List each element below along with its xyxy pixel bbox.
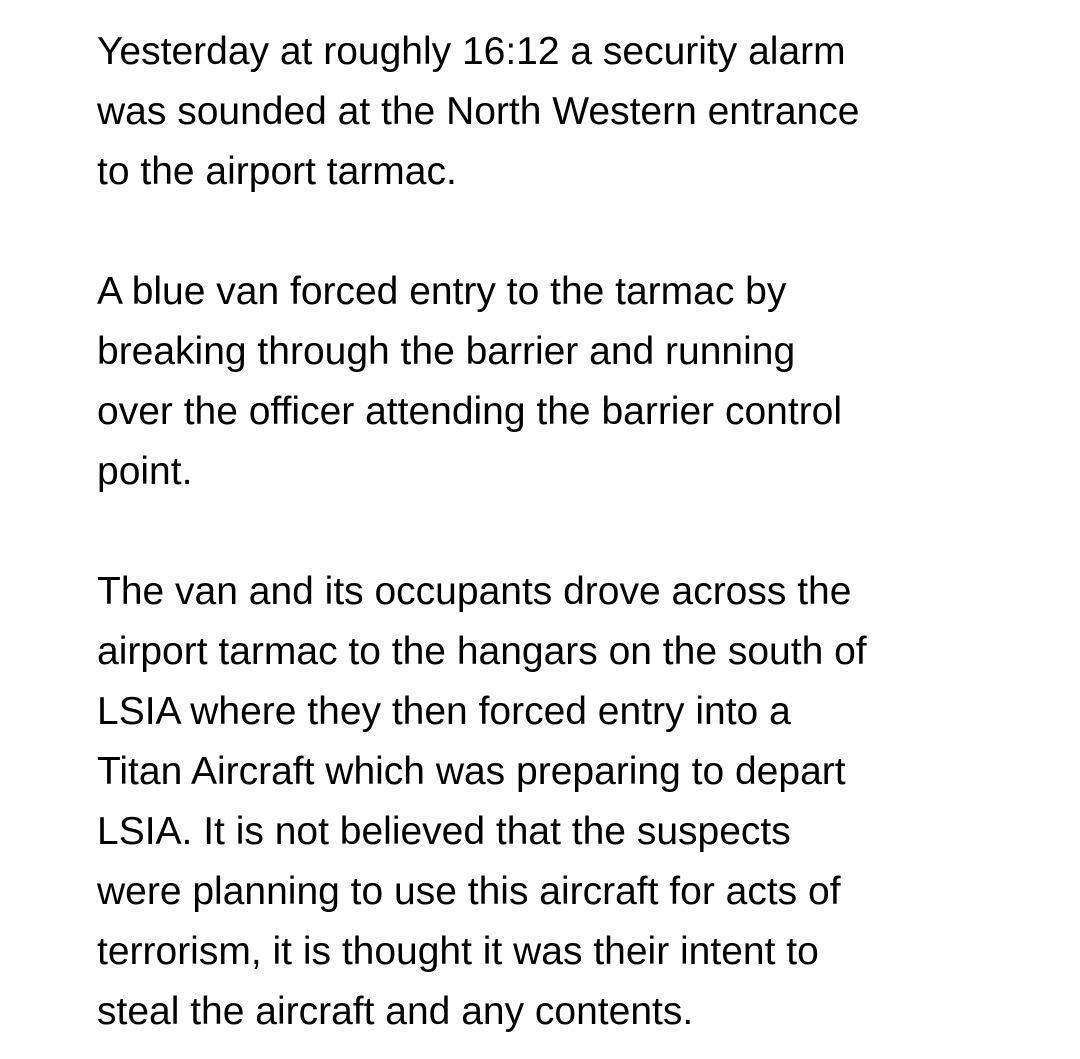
text-line: LSIA where they then forced entry into a bbox=[97, 690, 791, 733]
text-line: point. bbox=[97, 450, 193, 493]
paragraph-van-entry bbox=[97, 262, 997, 502]
text-line: breaking through the barrier and running bbox=[97, 330, 796, 373]
paragraph-aircraft bbox=[97, 562, 997, 1042]
document-body bbox=[97, 22, 997, 1042]
text-line: to the airport tarmac. bbox=[97, 150, 457, 193]
text-line: were planning to use this aircraft for acts of bbox=[97, 870, 841, 913]
paragraph-alarm bbox=[97, 22, 997, 202]
text-line: LSIA. It is not believed that the suspects bbox=[97, 810, 791, 853]
text-line: The van and its occupants drove across the bbox=[97, 570, 852, 613]
text-line: airport tarmac to the hangars on the south of bbox=[97, 630, 867, 673]
text-line: steal the aircraft and any contents. bbox=[97, 990, 694, 1033]
text-line: Titan Aircraft which was preparing to depart bbox=[97, 750, 846, 793]
text-line: was sounded at the North Western entrance bbox=[97, 90, 860, 133]
text-line: terrorism, it is thought it was their intent to bbox=[97, 930, 819, 973]
text-line: A blue van forced entry to the tarmac by bbox=[97, 270, 787, 313]
text-line: over the officer attending the barrier control bbox=[97, 390, 843, 433]
text-line: Yesterday at roughly 16:12 a security alarm bbox=[97, 30, 846, 73]
